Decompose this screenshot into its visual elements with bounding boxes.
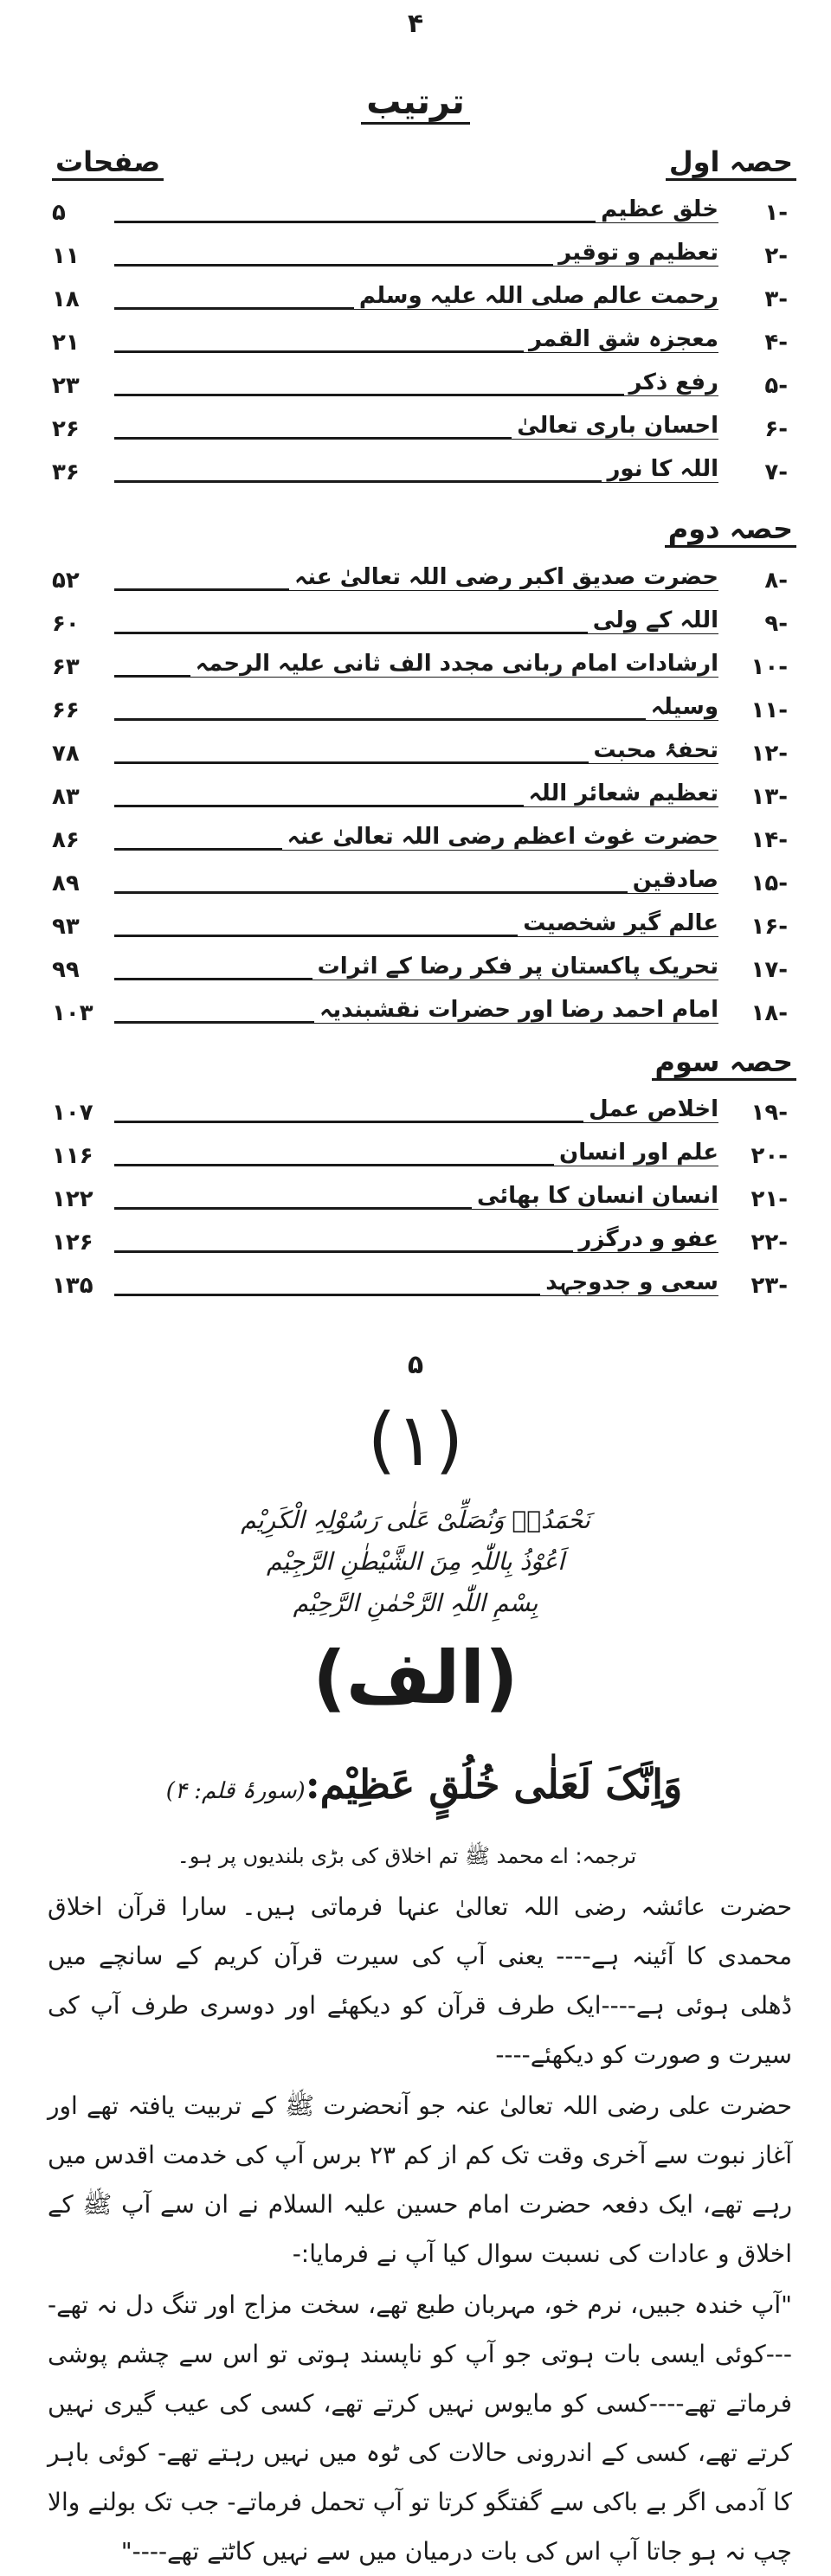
toc-entry-number: -۱۰ bbox=[750, 654, 788, 680]
toc-entry bbox=[52, 1181, 788, 1221]
toc-entry-title: رحمت عالم صلی اللہ علیہ وسلم bbox=[354, 283, 718, 309]
toc-entry-page: ۷۸ bbox=[52, 741, 80, 767]
toc-entry bbox=[52, 562, 788, 602]
toc-entry bbox=[52, 281, 788, 321]
toc-entry-page: ۵۲ bbox=[52, 568, 80, 594]
toc-entry-title: صادقین bbox=[628, 867, 718, 893]
toc-entry-page: ۲۳ bbox=[52, 373, 80, 399]
toc-entry-page: ۱۱ bbox=[52, 243, 80, 269]
toc-entry-number: -۱۴ bbox=[750, 827, 788, 853]
toc-entry-title: تعظیم شعائر اللہ bbox=[524, 781, 718, 806]
toc-entry bbox=[52, 606, 788, 646]
toc-entry-page: ۹۳ bbox=[52, 914, 80, 940]
toc-entry-title: حضرت غوث اعظم رضی اللہ تعالیٰ عنہ bbox=[282, 824, 718, 850]
toc-entry-page: ۱۲۲ bbox=[52, 1186, 93, 1212]
toc-entry-title: خلق عظیم bbox=[596, 196, 718, 222]
toc-entry-title: معجزہ شق القمر bbox=[524, 326, 718, 352]
toc-entry-number: -۲۳ bbox=[750, 1273, 788, 1299]
paragraph: حضرت عائشہ رضی اللہ تعالیٰ عنہا فرماتی ہیں۔ سارا قرآن اخلاق محمدی کا آئینہ ہے---- یعنی آپ کی سیرت قرآن کریم کے سانچے میں ڈھلی ہوئی ہے----ایک طرف قرآن کو دیکھئے اور دوسری طرف آپ کی سیرت و صورت کو دیکھئے---- bbox=[48, 1892, 792, 2069]
toc-entry-number: -۱۹ bbox=[750, 1100, 788, 1126]
toc-entry bbox=[52, 1138, 788, 1178]
section-heading: حصہ دوم bbox=[665, 512, 796, 545]
toc-entry bbox=[52, 779, 788, 819]
toc-entry-page: ۹۹ bbox=[52, 957, 80, 983]
toc-entry bbox=[52, 238, 788, 278]
toc-entry bbox=[52, 454, 788, 494]
arabic-line: نَحْمَدُہٗ وَنُصَلِّیْ عَلٰی رَسُوْلِہِ الْکَرِیْم bbox=[241, 1506, 590, 1534]
chapter-page bbox=[0, 1350, 831, 2573]
page-title: ترتیب bbox=[0, 82, 831, 122]
toc-entry-title: وسیلہ bbox=[646, 694, 718, 720]
toc-entry-number: -۳ bbox=[764, 286, 788, 312]
toc-entry-page: ۲۱ bbox=[52, 330, 80, 356]
toc-entry bbox=[52, 736, 788, 775]
paragraph: "آپ خندہ جبیں، نرم خو، مہربان طبع تھے، سخت مزاج اور تنگ دل نہ تھے----کوئی ایسی بات ہوتی جو آپ کو ناپسند ہوتی تو اس سے چشم پوشی فرماتے تھے----کسی کو مایوس نہیں کرتے تھے، کسی کی عیب گیری نہیں کرتے تھے، کسی کے اندرونی حالات کی ٹوہ میں نہیں رہتے تھے- کوئی باہر کا آدمی اگر بے باکی سے گفتگو کرتا تو آپ تحمل فرماتے- جب تک بولنے والا چپ نہ ہو جاتا آپ اس کی بات درمیان میں سے نہیں کاٹتے تھے----" bbox=[48, 2290, 792, 2566]
toc-entry-number: -۴ bbox=[764, 330, 788, 356]
toc-entry-title: انسان انسان کا بھائی bbox=[472, 1183, 718, 1209]
toc-entry-page: ۱۰۷ bbox=[52, 1100, 93, 1126]
toc-entry bbox=[52, 822, 788, 862]
toc-entry bbox=[52, 995, 788, 1035]
section-heading: حصہ اول bbox=[666, 145, 796, 178]
toc-entry-page: ۱۲۶ bbox=[52, 1230, 93, 1256]
toc-entry-title: تحفۂ محبت bbox=[589, 737, 718, 763]
page-number: ۴ bbox=[407, 9, 424, 39]
toc-entry-number: -۲ bbox=[764, 243, 788, 269]
toc-entry-page: ۵ bbox=[52, 200, 66, 226]
paragraph: حضرت علی رضی اللہ تعالیٰ عنہ جو آنحضرت ﷺ کے تربیت یافتہ تھے اور آغاز نبوت سے آخری وقت تک کم از کم ۲۳ برس آپ کی خدمت اقدس میں رہے تھے، ایک دفعہ حضرت امام حسین علیہ السلام نے ان سے آپ ﷺ کے اخلاق و عادات کی نسبت سوال کیا آپ نے فرمایا:- bbox=[48, 2091, 792, 2268]
section-heading: حصہ سوم bbox=[652, 1045, 796, 1078]
toc-entry-number: -۲۱ bbox=[750, 1186, 788, 1212]
toc-entry-number: -۱۸ bbox=[750, 1000, 788, 1026]
toc-entry-page: ۸۶ bbox=[52, 827, 80, 853]
toc-entry bbox=[52, 1224, 788, 1264]
section-letter: (الف) bbox=[312, 1635, 519, 1720]
toc-entry-number: -۸ bbox=[764, 568, 788, 594]
toc-entry-page: ۱۱۶ bbox=[52, 1143, 93, 1169]
toc-entry bbox=[52, 692, 788, 732]
toc-entry-title: اللہ کا نور bbox=[602, 456, 718, 482]
toc-entry-title: تعظیم و توقیر bbox=[553, 240, 718, 266]
verse-reference: (سورۂ قلم: ۴) bbox=[165, 1778, 306, 1804]
toc-entry-title: اللہ کے ولی bbox=[588, 607, 718, 633]
toc-entry bbox=[52, 865, 788, 905]
toc-entry-page: ۱۰۳ bbox=[52, 1000, 93, 1026]
toc-entry-number: -۷ bbox=[764, 459, 788, 485]
toc-entry-number: -۱۵ bbox=[750, 870, 788, 896]
toc-entry-title: ارشادات امام ربانی مجدد الف ثانی علیہ الرحمہ bbox=[190, 651, 718, 677]
toc-entry-page: ۶۰ bbox=[52, 611, 80, 637]
toc-entry-page: ۸۳ bbox=[52, 784, 80, 810]
quran-verse: وَاِنَّکَ لَعَلٰی خُلُقٍ عَظِیْم:(سورۂ قلم: ۴) bbox=[165, 1761, 683, 1808]
toc-entry-title: اخلاص عمل bbox=[583, 1096, 718, 1122]
toc-entry-number: -۹ bbox=[764, 611, 788, 637]
leader-line bbox=[114, 718, 718, 721]
toc-entry bbox=[52, 952, 788, 992]
toc-entry-page: ۱۸ bbox=[52, 286, 80, 312]
toc-entry-number: -۲۰ bbox=[750, 1143, 788, 1169]
toc-entry bbox=[52, 195, 788, 234]
arabic-line: بِسْمِ اللّٰہِ الرَّحْمٰنِ الرَّحِیْم bbox=[293, 1589, 538, 1617]
toc-entry-number: -۶ bbox=[764, 416, 788, 442]
toc-entry bbox=[52, 649, 788, 689]
pages-heading: صفحات bbox=[52, 145, 164, 178]
toc-entry-page: ۳۶ bbox=[52, 459, 80, 485]
page-number: ۵ bbox=[407, 1350, 424, 1380]
toc-entry-number: -۱۶ bbox=[750, 914, 788, 940]
toc-entry-title: احسان باری تعالیٰ bbox=[512, 413, 718, 439]
translation: ترجمہ: اے محمد ﷺ تم اخلاق کی بڑی بلندیوں پر ہو۔ bbox=[177, 1844, 637, 1868]
toc-entry-title: عالم گیر شخصیت bbox=[518, 910, 718, 936]
toc-entry-page: ۶۳ bbox=[52, 654, 80, 680]
toc-entry-title: سعی و جدوجہد bbox=[540, 1269, 718, 1295]
toc-entry-title: رفع ذکر bbox=[624, 369, 718, 395]
toc-entry bbox=[52, 324, 788, 364]
chapter-number: (۱) bbox=[367, 1397, 464, 1482]
toc-entry-page: ۶۶ bbox=[52, 697, 80, 723]
toc-entry-title: امام احمد رضا اور حضرات نقشبندیہ bbox=[314, 997, 718, 1023]
toc-entry-title: عفو و درگزر bbox=[573, 1226, 718, 1252]
toc-entry-number: -۱۲ bbox=[750, 741, 788, 767]
toc-entry bbox=[52, 1268, 788, 1307]
toc-entry-title: تحریک پاکستان پر فکر رضا کے اثرات bbox=[312, 954, 718, 980]
toc-entry bbox=[52, 368, 788, 408]
toc-entry-page: ۱۳۵ bbox=[52, 1273, 93, 1299]
toc-entry-number: -۱۳ bbox=[750, 784, 788, 810]
toc-entry bbox=[52, 909, 788, 948]
toc-entry-title: حضرت صدیق اکبر رضی اللہ تعالیٰ عنہ bbox=[289, 564, 718, 590]
toc-entry-page: ۸۹ bbox=[52, 870, 80, 896]
toc-entry-number: -۲۲ bbox=[750, 1230, 788, 1256]
toc-entry bbox=[52, 411, 788, 451]
toc-entry-number: -۱۱ bbox=[750, 697, 788, 723]
toc-entry bbox=[52, 1095, 788, 1134]
toc-entry-page: ۲۶ bbox=[52, 416, 80, 442]
toc-entry-number: -۱۷ bbox=[750, 957, 788, 983]
toc-entry-number: -۱ bbox=[764, 200, 788, 226]
toc-entry-number: -۵ bbox=[764, 373, 788, 399]
arabic-line: اَعُوْذُ بِاللّٰہِ مِنَ الشَّیْطٰنِ الرَّجِیْم bbox=[266, 1547, 565, 1576]
toc-entry-title: علم اور انسان bbox=[554, 1140, 718, 1166]
